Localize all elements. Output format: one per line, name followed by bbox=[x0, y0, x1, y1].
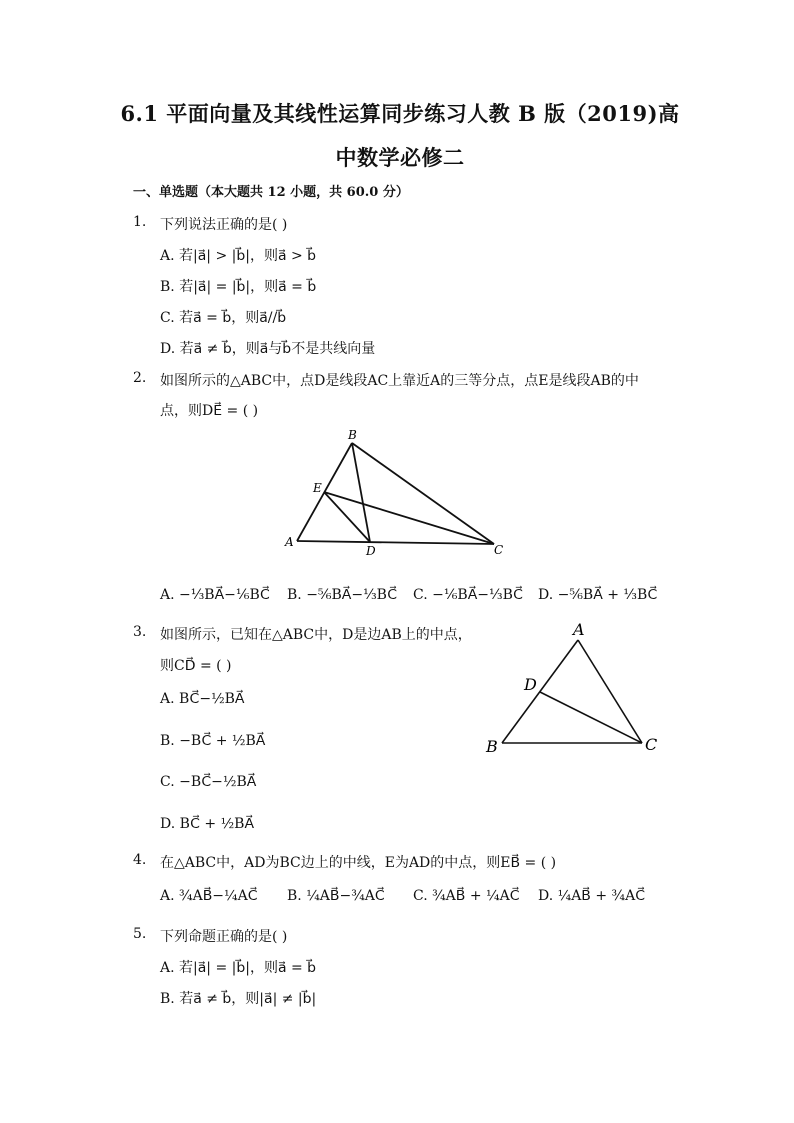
q2-label-d: D bbox=[366, 544, 376, 558]
q3-stem-line2: 则CD⃗ = ( ) bbox=[160, 658, 232, 674]
q5-number: 5. bbox=[133, 926, 147, 942]
q4-option-b: B. ¼AB⃗−¾AC⃗ bbox=[287, 888, 385, 904]
q3-option-a: A. BC⃗−½BA⃗ bbox=[160, 691, 245, 707]
q5-option-b: B. 若a⃗ ≠ b⃗，则|a⃗| ≠ |b⃗| bbox=[160, 991, 317, 1007]
q1-option-b: B. 若|a⃗| = |b⃗|，则a⃗ = b⃗ bbox=[160, 279, 317, 295]
q2-label-a: A bbox=[285, 535, 294, 549]
q2-option-c: C. −⅙BA⃗−⅓BC⃗ bbox=[413, 587, 523, 603]
q3-label-b: B bbox=[486, 737, 498, 756]
section-heading: 一、单选题（本大题共 12 小题，共 60.0 分） bbox=[133, 185, 409, 200]
q3-triangle-figure bbox=[480, 618, 680, 758]
q2-stem-line2: 点，则DE⃗ = ( ) bbox=[160, 403, 259, 419]
q2-option-b: B. −⅚BA⃗−⅓BC⃗ bbox=[287, 587, 397, 603]
q4-option-d: D. ¼AB⃗ + ¾AC⃗ bbox=[538, 888, 645, 904]
q3-option-c: C. −BC⃗−½BA⃗ bbox=[160, 774, 257, 790]
q4-option-c: C. ¾AB⃗ + ¼AC⃗ bbox=[413, 888, 520, 904]
q3-stem-line1: 如图所示，已知在△ABC中，D是边AB上的中点， bbox=[160, 627, 472, 643]
q3-label-d: D bbox=[524, 675, 537, 694]
q4-number: 4. bbox=[133, 852, 147, 868]
q5-stem: 下列命题正确的是( ) bbox=[160, 929, 288, 945]
q1-option-d: D. 若a⃗ ≠ b⃗，则a⃗与b⃗不是共线向量 bbox=[160, 341, 376, 357]
q1-option-c: C. 若a⃗ = b⃗，则a⃗//b⃗ bbox=[160, 310, 287, 326]
q5-option-a: A. 若|a⃗| = |b⃗|，则a⃗ = b⃗ bbox=[160, 960, 317, 976]
doc-title-line2: 中数学必修二 bbox=[335, 145, 465, 170]
q2-option-d: D. −⅚BA⃗ + ⅓BC⃗ bbox=[538, 587, 658, 603]
q4-stem: 在△ABC中，AD为BC边上的中线，E为AD的中点，则EB⃗ = ( ) bbox=[160, 855, 557, 871]
q3-option-d: D. BC⃗ + ½BA⃗ bbox=[160, 816, 255, 832]
q2-label-e: E bbox=[313, 481, 322, 495]
q1-stem: 下列说法正确的是( ) bbox=[160, 217, 288, 233]
q3-option-b: B. −BC⃗ + ½BA⃗ bbox=[160, 733, 266, 749]
q2-stem-line1: 如图所示的△ABC中，点D是线段AC上靠近A的三等分点，点E是线段AB的中 bbox=[160, 373, 639, 389]
q2-label-c: C bbox=[494, 543, 504, 557]
q4-option-a: A. ¾AB⃗−¼AC⃗ bbox=[160, 888, 258, 904]
q2-number: 2. bbox=[133, 370, 147, 386]
q1-option-a: A. 若|a⃗| > |b⃗|，则a⃗ > b⃗ bbox=[160, 248, 317, 264]
doc-title-line1: 6.1 平面向量及其线性运算同步练习人教 B 版（2019)高 bbox=[120, 101, 680, 126]
q2-triangle-figure bbox=[280, 428, 510, 563]
q1-number: 1. bbox=[133, 214, 147, 230]
q3-number: 3. bbox=[133, 624, 147, 640]
q2-label-b: B bbox=[348, 428, 357, 442]
q2-option-a: A. −⅓BA⃗−⅙BC⃗ bbox=[160, 587, 270, 603]
q3-label-a: A bbox=[573, 620, 585, 639]
q3-label-c: C bbox=[645, 735, 658, 754]
